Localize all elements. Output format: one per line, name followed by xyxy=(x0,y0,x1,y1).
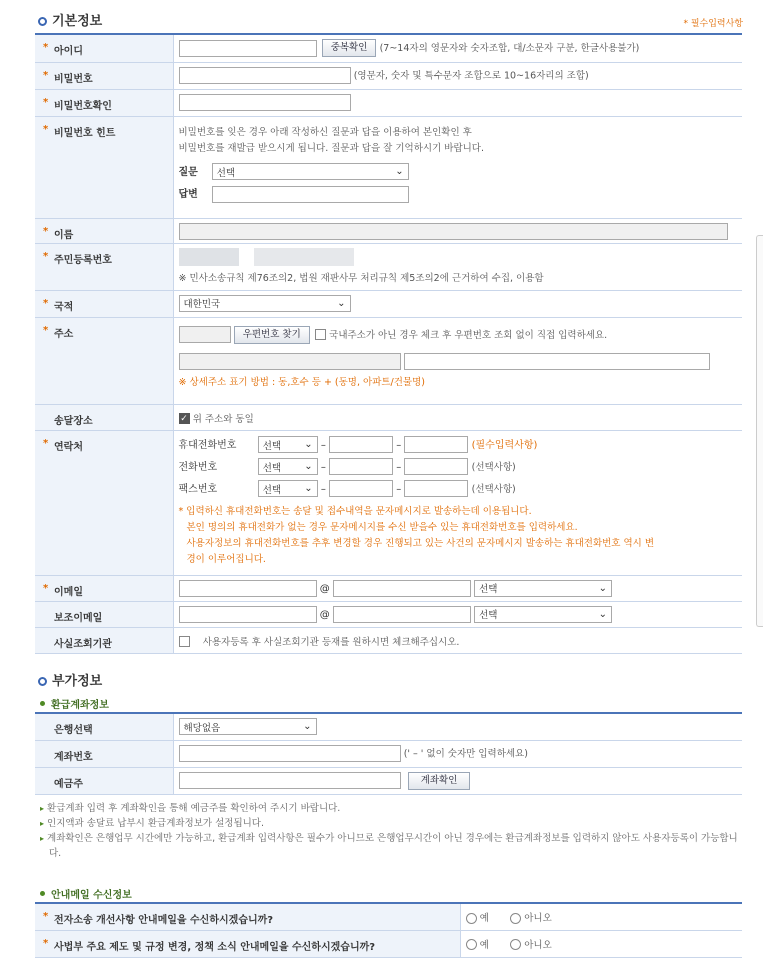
contact-notice: * 입력하신 휴대전화번호는 송달 및 접수내역을 문자메시지로 발송하는데 이용됩니다. 본인 명의의 휴대전화가 없는 경우 문자메시지를 수신 받을수 있는 휴대전화번호를 입력하세요. 사용자정보의 휴대전화번호를 추후 변경할 경우 진행되고 있는 사건의 문자메시지 발송하는 휴대전화번호 역시 변 경이 이루어집니다. xyxy=(178,505,655,565)
mail-2-yes-label: 예 xyxy=(479,939,489,951)
contact-label: 연락처 xyxy=(54,441,83,453)
address-label: 주소 xyxy=(54,328,74,340)
account-label: 계좌번호 xyxy=(54,751,93,763)
id-check-button[interactable]: 중복확인 xyxy=(322,39,377,57)
bullet-icon xyxy=(40,891,45,896)
password-hint-label: 비밀번호 힌트 xyxy=(54,127,116,139)
password-hint-desc1: 비밀번호를 잊은 경우 아래 작성하신 질문과 답을 이용하여 본인확인 후 xyxy=(178,126,472,138)
contact-row-mobile xyxy=(179,436,743,458)
required-note: * 필수입력사항 xyxy=(683,19,743,29)
basic-info-table xyxy=(35,33,742,654)
bank-label: 은행선택 xyxy=(54,725,93,736)
mail-table xyxy=(35,902,742,958)
email-domain-input[interactable] xyxy=(333,580,471,597)
fax-label: 팩스번호 xyxy=(178,483,218,495)
mobile-last-input[interactable] xyxy=(404,436,468,453)
row-password-hint: * 비밀번호 힌트 비밀번호를 잊은 경우 아래 작성하신 질문과 답을 이용하여 본인확인 후 비밀번호를 재발급 받으시게 됩니다. 질문과 답을 잘 기억하시기 바랍니다. 질문 선택 ⌄ 답변 xyxy=(35,116,742,218)
answer-input[interactable] xyxy=(212,186,409,203)
password-hint: (영문자, 숫자 및 특수문자 조합으로 10~16자리의 조합) xyxy=(353,70,589,81)
row-sub-email xyxy=(35,601,742,627)
row-address: * 주소 우편번호 찾기 국내주소가 아닌 경우 체크 후 우편번호 조회 없이 직접 입력하세요. ※ 상세주소 표기 방법 : 동,호수 등 + (동명, 아파트/건물명) xyxy=(35,317,742,404)
note-item: ▸ 환급계좌 입력 후 계좌확인을 통해 예금주를 확인하여 주시기 바랍니다. xyxy=(40,803,341,814)
phone-last-input[interactable] xyxy=(404,458,468,475)
at-sign: @ xyxy=(319,609,330,620)
email-label: 이메일 xyxy=(54,586,83,598)
mail-1-yes-label: 예 xyxy=(479,913,489,924)
question-label: 질문 xyxy=(178,166,198,178)
refund-account-title: 환급계좌정보 xyxy=(40,696,109,711)
basic-info-title: 기본정보 xyxy=(38,10,102,29)
row-password: * 비밀번호 (영문자, 숫자 및 특수문자 조합으로 10~16자리의 조합) xyxy=(35,62,742,89)
password-hint-desc2: 비밀번호를 재발급 받으시게 됩니다. 질문과 답을 잘 기억하시기 바랍니다. xyxy=(178,142,485,154)
mail-2-yes-radio[interactable] xyxy=(466,939,477,950)
inquiry-label: 사실조회기관 xyxy=(54,638,112,650)
section-bullet-icon xyxy=(38,677,47,686)
question-select[interactable]: 선택 ⌄ xyxy=(212,163,409,180)
rrn-front-masked xyxy=(179,248,239,266)
email-domain-select[interactable]: 선택 ⌄ xyxy=(474,580,612,597)
bank-select[interactable]: 해당없음 ⌄ xyxy=(179,718,317,735)
dash: – xyxy=(396,439,402,451)
sub-email-domain-select[interactable]: 선택 ⌄ xyxy=(474,606,612,623)
phone-label: 전화번호 xyxy=(178,461,218,473)
answer-label: 답변 xyxy=(178,189,198,200)
chevron-down-icon: ⌄ xyxy=(395,166,404,177)
inquiry-checkbox-label: 사용자등록 후 사실조회기관 등재를 원하시면 체크해주십시오. xyxy=(202,636,460,648)
id-hint: (7~14자의 영문자와 숫자조합, 대/소문자 구분, 한글사용불가) xyxy=(379,43,640,54)
rrn-back-masked xyxy=(254,248,354,266)
mobile-note: (필수입력사항) xyxy=(471,439,538,451)
arrow-icon: ▸ xyxy=(40,834,45,843)
row-mail-2: * 사법부 주요 제도 및 규정 변경, 정책 소식 안내메일을 수신하시겠습니까? 예 아니오 xyxy=(35,930,742,957)
password-input[interactable] xyxy=(179,67,351,84)
account-input[interactable] xyxy=(179,745,401,762)
foreign-address-label: 국내주소가 아닌 경우 체크 후 우편번호 조회 없이 직접 입력하세요. xyxy=(329,329,608,341)
phone-note: (선택사항) xyxy=(471,461,516,473)
chevron-down-icon: ⌄ xyxy=(304,439,313,450)
contact-row-phone xyxy=(179,458,743,480)
row-account xyxy=(35,740,742,767)
sub-email-label: 보조이메일 xyxy=(54,612,103,624)
address-detail-input[interactable] xyxy=(404,353,710,370)
mail-question-1: 전자소송 개선사항 안내메일을 수신하시겠습니까? xyxy=(54,915,274,926)
dash: – xyxy=(320,461,326,473)
mobile-label: 휴대전화번호 xyxy=(178,439,237,451)
fax-last-input[interactable] xyxy=(404,480,468,497)
section-bullet-icon xyxy=(38,17,47,26)
fax-note: (선택사항) xyxy=(471,483,516,495)
dash: – xyxy=(320,439,326,451)
fax-prefix-select[interactable]: 선택 ⌄ xyxy=(258,480,318,497)
arrow-icon: ▸ xyxy=(40,804,45,813)
find-zipcode-button[interactable]: 우편번호 찾기 xyxy=(234,326,310,344)
contact-row-fax xyxy=(179,480,743,502)
chevron-down-icon: ⌄ xyxy=(304,483,313,494)
zipcode-input xyxy=(179,326,231,343)
row-id: * 아이디 중복확인 (7~14자의 영문자와 숫자조합, 대/소문자 구분, 한글사용불가) xyxy=(35,34,742,62)
holder-input[interactable] xyxy=(179,772,401,789)
row-delivery xyxy=(35,404,742,430)
mail-1-no-label: 아니오 xyxy=(524,913,552,924)
row-inquiry xyxy=(35,627,742,653)
same-address-label: 위 주소와 동일 xyxy=(192,413,254,425)
mail-1-yes-radio[interactable] xyxy=(466,913,477,924)
mobile-prefix-select[interactable]: 선택 ⌄ xyxy=(258,436,318,453)
fax-mid-input[interactable] xyxy=(329,480,393,497)
mail-1-no-radio[interactable] xyxy=(510,913,521,924)
rrn-label: 주민등록번호 xyxy=(54,254,112,266)
bullet-icon xyxy=(40,701,45,706)
account-hint: (' – ' 없이 숫자만 입력하세요) xyxy=(403,748,528,759)
mobile-mid-input[interactable] xyxy=(329,436,393,453)
nationality-select[interactable]: 대한민국 ⌄ xyxy=(179,295,351,312)
delivery-label: 송달장소 xyxy=(54,415,93,427)
row-bank xyxy=(35,713,742,740)
holder-label: 예금주 xyxy=(54,778,83,790)
row-name: * 이름 xyxy=(35,218,742,243)
password-confirm-input[interactable] xyxy=(179,94,351,111)
note-item: ▸ 계좌확인은 은행업무 시간에만 가능하고, 환급계좌 입력사항은 필수가 아니므로 은행업무시간이 아닌 경우에는 환급계좌정보를 입력하지 않아도 사용자등록이 가능합니다. xyxy=(40,833,738,859)
rrn-note: ※ 민사소송규칙 제76조의2, 법원 재판사무 처리규칙 제5조의2에 근거하여 수집, 이용함 xyxy=(178,272,544,284)
chevron-down-icon: ⌄ xyxy=(304,461,313,472)
address-base-input xyxy=(179,353,401,370)
at-sign: @ xyxy=(319,583,330,594)
chevron-down-icon: ⌄ xyxy=(598,608,608,620)
account-check-button[interactable]: 계좌확인 xyxy=(408,772,471,790)
refund-notes xyxy=(40,801,745,861)
phone-prefix-select[interactable]: 선택 ⌄ xyxy=(258,458,318,475)
row-email: * 이메일 @ 선택 ⌄ xyxy=(35,575,742,601)
arrow-icon: ▸ xyxy=(40,819,45,828)
row-holder xyxy=(35,767,742,794)
row-mail-1: * 전자소송 개선사항 안내메일을 수신하시겠습니까? 예 아니오 xyxy=(35,903,742,930)
dash: – xyxy=(396,483,402,495)
row-rrn: * 주민등록번호 ※ 민사소송규칙 제76조의2, 법원 재판사무 처리규칙 제5조의2에 근거하여 수집, 이용함 xyxy=(35,243,742,290)
nationality-label: 국적 xyxy=(54,301,74,313)
name-input xyxy=(179,223,728,240)
password-confirm-label: 비밀번호확인 xyxy=(54,100,112,112)
sub-email-domain-input[interactable] xyxy=(333,606,471,623)
dash: – xyxy=(396,461,402,473)
mail-2-no-label: 아니오 xyxy=(524,939,552,951)
mail-2-no-radio[interactable] xyxy=(510,939,521,950)
email-id-input[interactable] xyxy=(179,580,317,597)
chevron-down-icon: ⌄ xyxy=(337,297,346,309)
chevron-down-icon: ⌄ xyxy=(598,582,608,594)
password-label: 비밀번호 xyxy=(54,73,93,85)
dash: – xyxy=(320,483,326,495)
note-item: ▸ 인지액과 송달료 납부시 환급계좌정보가 설정됩니다. xyxy=(40,818,265,829)
row-nationality: * 국적 대한민국 ⌄ xyxy=(35,290,742,317)
same-address-checkbox[interactable]: ✓ xyxy=(180,414,188,424)
address-detail-hint: ※ 상세주소 표기 방법 : 동,호수 등 + (동명, 아파트/건물명) xyxy=(178,376,425,388)
foreign-address-checkbox[interactable] xyxy=(315,329,326,340)
chevron-down-icon: ⌄ xyxy=(303,721,312,732)
name-label: 이름 xyxy=(54,229,74,241)
id-input[interactable] xyxy=(179,40,317,57)
scrollbar[interactable] xyxy=(756,235,763,627)
phone-mid-input[interactable] xyxy=(329,458,393,475)
refund-table xyxy=(35,712,742,795)
row-password-confirm: * 비밀번호확인 xyxy=(35,89,742,116)
inquiry-checkbox[interactable] xyxy=(179,636,190,647)
mail-question-2: 사법부 주요 제도 및 규정 변경, 정책 소식 안내메일을 수신하시겠습니까? xyxy=(54,941,376,953)
extra-info-title: 부가정보 xyxy=(38,670,102,689)
id-label: 아이디 xyxy=(54,46,83,57)
sub-email-id-input[interactable] xyxy=(179,606,317,623)
mail-info-title: 안내메일 수신정보 xyxy=(40,886,132,901)
row-contact: * 연락처 휴대전화번호 선택 ⌄ – – (필수입력사항) 전화번호 선택 ⌄ – – (선택사항) 팩스번호 선택 ⌄ – – (선택사항) * 입력하신 휴대전화번호는 송달 및 접수내역을 문자메시지로 발송하는데 이용됩니다. 본인 명의의 휴대전화가 없는 경우 문자메시지를 수신 받을수 있는 휴대전화번호를 입력하세요. 사용자정보의 휴대전화번호를 추후 변경할 경우 진행되고 있는 사건의 문자메시지 발송하는 휴대전화번호 역시 변 경이 이루어집니다. xyxy=(35,430,742,575)
